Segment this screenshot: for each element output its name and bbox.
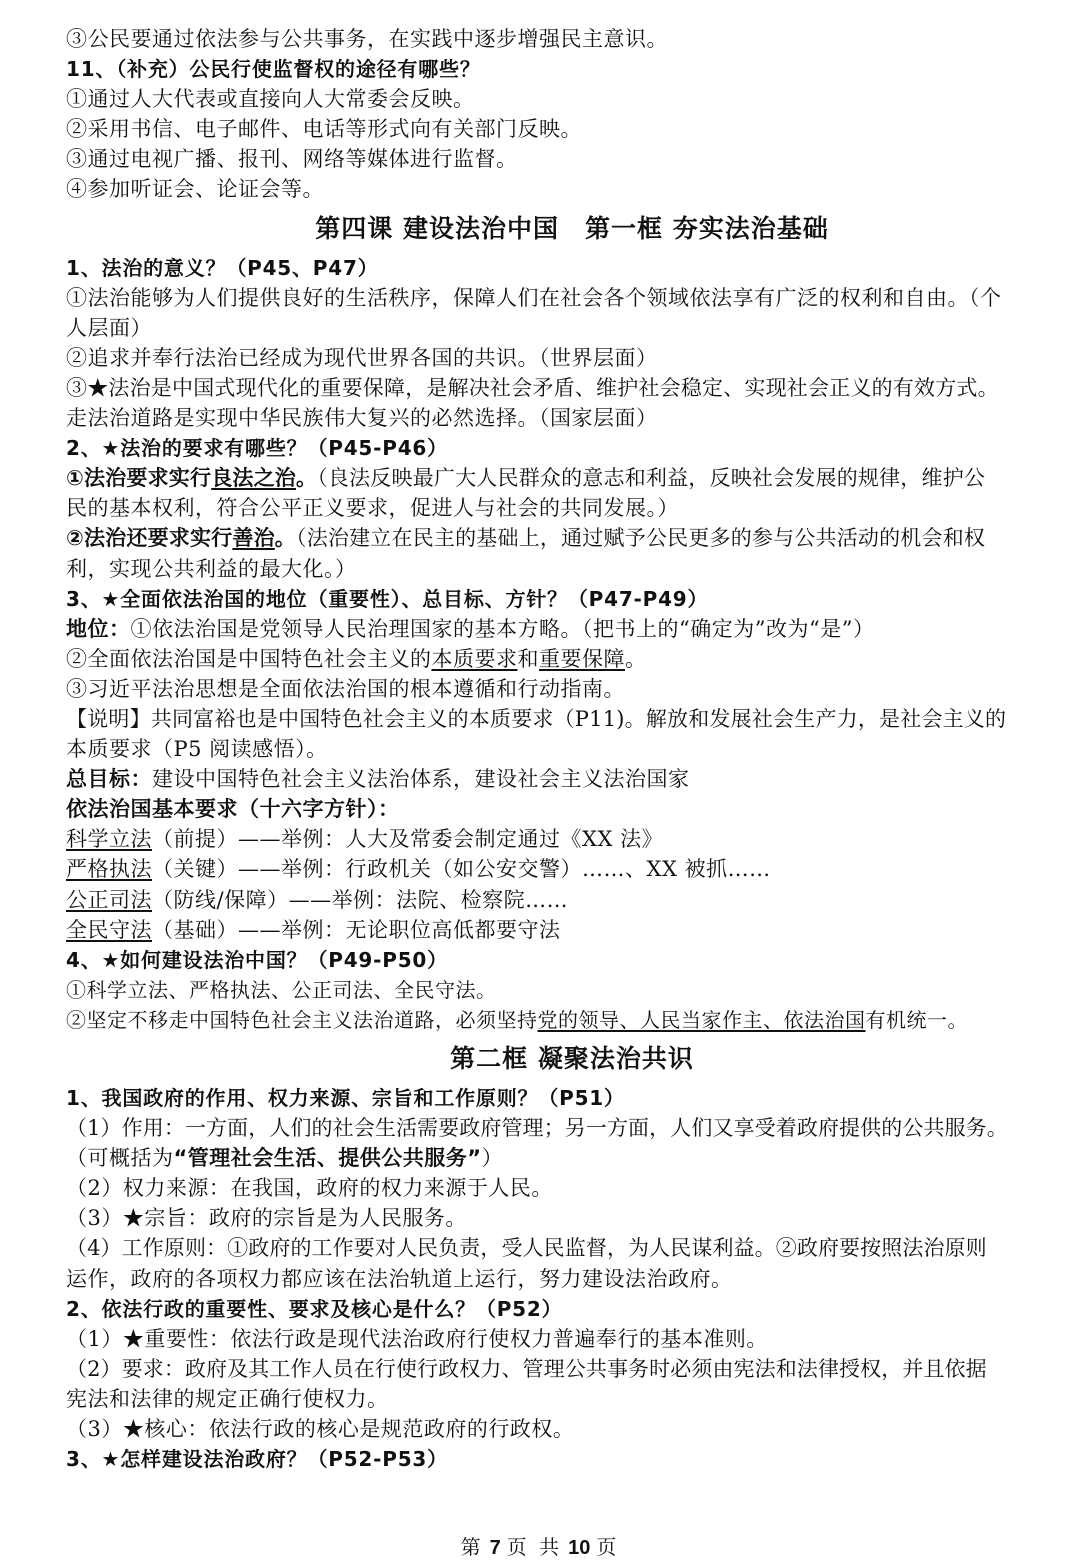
text-line: 全民守法（基础）——举例：无论职位高低都要守法 bbox=[66, 917, 561, 942]
text-line: ④参加听证会、论证会等。 bbox=[66, 177, 324, 202]
text-line: ②坚定不移走中国特色社会主义法治道路，必须坚持党的领导、人民当家作主、依法治国有机统一。 bbox=[66, 1007, 968, 1032]
text-line: ①法治要求实行良法之治。（良法反映最广大人民群众的意志和利益，反映社会发展的规律，维护公 bbox=[66, 466, 986, 491]
text-line: ③公民要通过依法参与公共事务，在实践中逐步增强民主意识。 bbox=[66, 27, 668, 51]
question-heading: 1、我国政府的作用、权力来源、宗旨和工作原则？（P51） bbox=[66, 1086, 625, 1110]
text-line: （2）权力来源：在我国，政府的权力来源于人民。 bbox=[66, 1176, 553, 1201]
text-line: （3）★核心：依法行政的核心是规范政府的行政权。 bbox=[66, 1417, 575, 1442]
text-line: 运作，政府的各项权力都应该在法治轨道上运行，努力建设法治政府。 bbox=[66, 1266, 733, 1291]
text-line: ①法治能够为人们提供良好的生活秩序，保障人们在社会各个领域依法享有广泛的权利和自由。（个 bbox=[66, 285, 1002, 310]
text-line: （1）★重要性：依法行政是现代法治政府行使权力普遍奉行的基本准则。 bbox=[66, 1326, 768, 1351]
text-line: ②全面依法治国是中国特色社会主义的本质要求和重要保障。 bbox=[66, 646, 647, 671]
question-heading: 11、（补充）公民行使监督权的途径有哪些？ bbox=[66, 57, 481, 82]
text-line: 民的基本权利，符合公平正义要求，促进人与社会的共同发展。） bbox=[66, 496, 679, 521]
question-heading: 1、法治的意义？（P45、P47） bbox=[66, 255, 379, 280]
text-line: （1）作用：一方面，人们的社会生活需要政府管理；另一方面，人们又享受着政府提供的公共服务。 bbox=[66, 1116, 1008, 1141]
text-line: ②法治还要求实行善治。（法治建立在民主的基础上，通过赋予公民更多的参与公共活动的机会和权 bbox=[66, 526, 986, 551]
text-line: ①科学立法、严格执法、公正司法、全民守法。 bbox=[66, 977, 497, 1002]
text-line: ③习近平法治思想是全面依法治国的根本遵循和行动指南。 bbox=[66, 676, 625, 701]
current-page-number: 7 bbox=[489, 1537, 501, 1559]
text-line: 人层面） bbox=[66, 315, 152, 340]
question-heading: 3、★全面依法治国的地位（重要性）、总目标、方针？（P47-P49） bbox=[66, 586, 709, 611]
total-page-number: 10 bbox=[568, 1537, 591, 1559]
text-line: ①通过人大代表或直接向人大常委会反映。 bbox=[66, 87, 475, 112]
document-page bbox=[66, 24, 1078, 1474]
text-line: ②采用书信、电子邮件、电话等形式向有关部门反映。 bbox=[66, 117, 582, 142]
text-line: 公正司法（防线/保障）——举例：法院、检察院…… bbox=[66, 887, 569, 912]
text-line: （可概括为“管理社会生活、提供公共服务”） bbox=[66, 1146, 504, 1171]
lesson-title: 第四课 建设法治中国 第一框 夯实法治基础 bbox=[315, 213, 829, 243]
text-line: 总目标：建设中国特色社会主义法治体系，建设社会主义法治国家 bbox=[66, 767, 690, 792]
text-line: 严格执法（关键）——举例：行政机关（如公安交警）……、XX 被抓…… bbox=[66, 857, 771, 882]
text-line: 科学立法（前提）——举例：人大及常委会制定通过《XX 法》 bbox=[66, 827, 664, 852]
text-line: 本质要求（P5 阅读感悟）。 bbox=[66, 737, 328, 762]
text-line: 利，实现公共利益的最大化。） bbox=[66, 556, 357, 581]
section-title: 第二框 凝聚法治共识 bbox=[450, 1044, 694, 1073]
text-line: 地位：①依法治国是党领导人民治理国家的基本方略。（把书上的“确定为”改为“是”） bbox=[66, 616, 875, 641]
text-line: 【说明】共同富裕也是中国特色社会主义的本质要求（P11)。解放和发展社会生产力，是社会主义的 bbox=[66, 706, 1007, 731]
text-line: （3）★宗旨：政府的宗旨是为人民服务。 bbox=[66, 1206, 467, 1231]
text-line: （4）工作原则：①政府的工作要对人民负责，受人民监督，为人民谋利益。②政府要按照法治原则 bbox=[66, 1236, 987, 1261]
page-number-footer: 第 7 页 共 10 页 bbox=[460, 1535, 620, 1559]
question-heading: 2、★法治的要求有哪些？（P45-P46） bbox=[66, 436, 448, 461]
text-line: 走法治道路是实现中华民族伟大复兴的必然选择。（国家层面） bbox=[66, 406, 658, 431]
text-line: 宪法和法律的规定正确行使权力。 bbox=[66, 1386, 389, 1411]
question-heading: 2、依法行政的重要性、要求及核心是什么？（P52） bbox=[66, 1296, 563, 1321]
text-line: 依法治国基本要求（十六字方针）： bbox=[66, 797, 400, 822]
text-line: ②追求并奉行法治已经成为现代世界各国的共识。（世界层面） bbox=[66, 345, 658, 370]
question-heading: 3、★怎样建设法治政府？（P52-P53） bbox=[66, 1447, 448, 1472]
question-heading: 4、★如何建设法治中国？（P49-P50） bbox=[66, 947, 448, 972]
text-line: ③通过电视广播、报刊、网络等媒体进行监督。 bbox=[66, 147, 518, 172]
text-line: （2）要求：政府及其工作人员在行使行政权力、管理公共事务时必须由宪法和法律授权，并且依据 bbox=[66, 1356, 987, 1381]
text-line: ③★法治是中国式现代化的重要保障，是解决社会矛盾、维护社会稳定、实现社会正义的有效方式。 bbox=[66, 375, 999, 400]
